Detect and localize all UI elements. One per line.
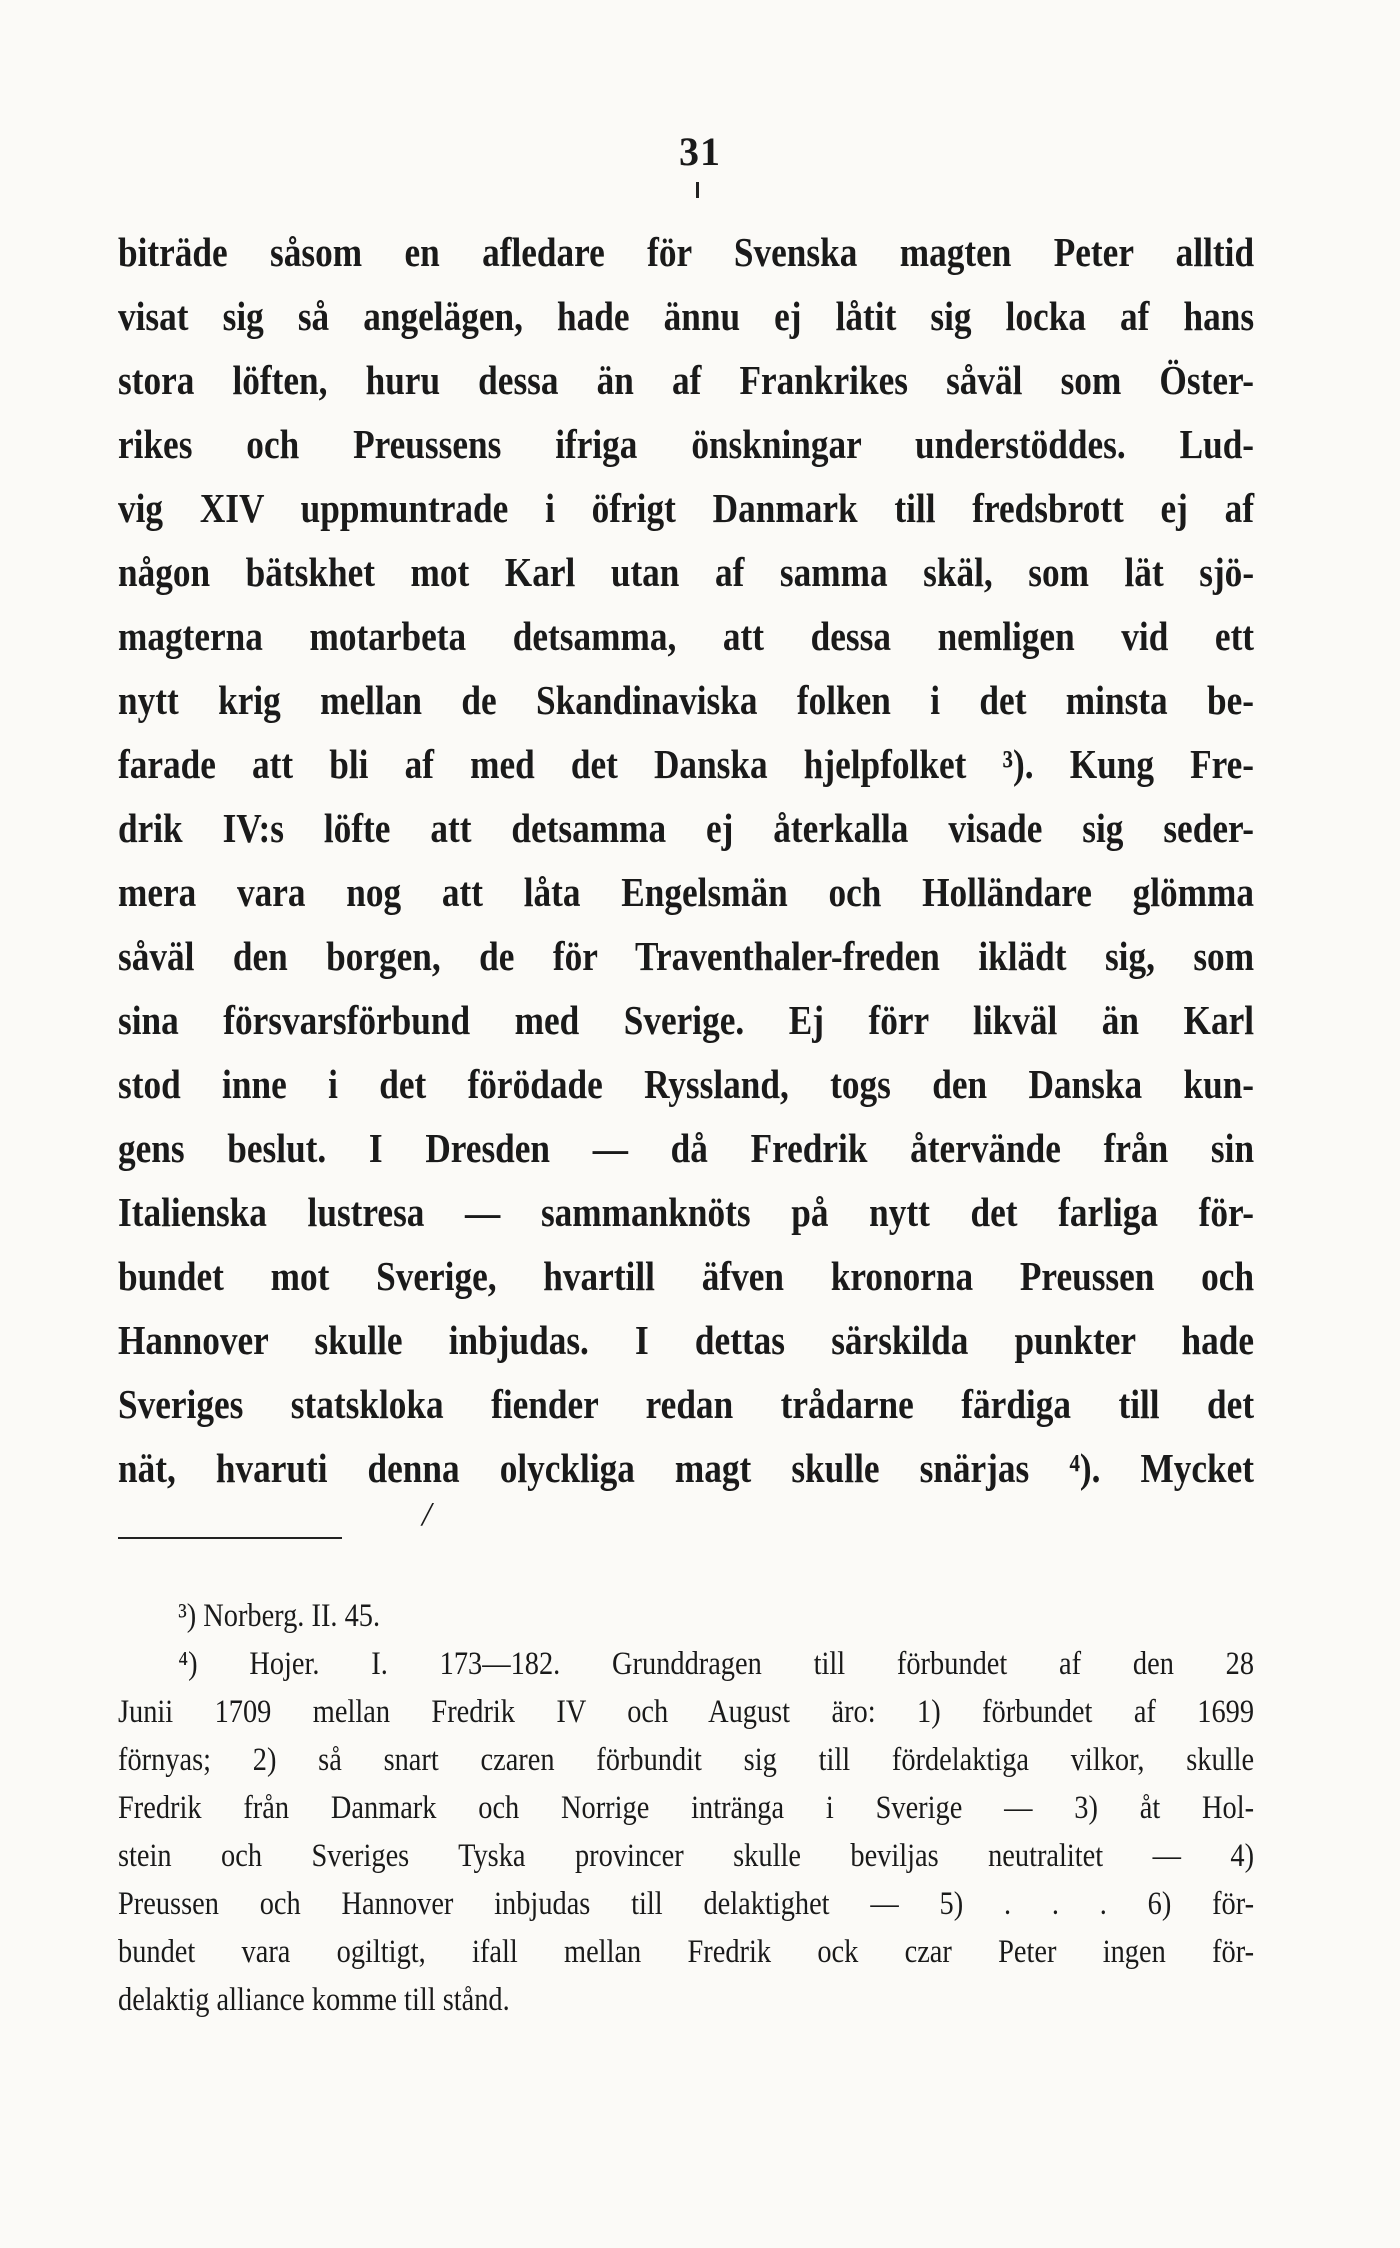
body-line: Sveriges statskloka fiender redan trådarne färdiga till det: [118, 1381, 1255, 1427]
body-line: magterna motarbeta detsamma, att dessa nemligen vid ett: [118, 613, 1255, 659]
body-line: nytt krig mellan de Skandinaviska folken i det minsta be-: [118, 677, 1255, 723]
body-line: biträde såsom en afledare för Svenska magten Peter alltid: [118, 229, 1255, 275]
footnote-line: ³) Norberg. II. 45.: [178, 1598, 381, 1634]
footnotes: [118, 1592, 1254, 2024]
body-line: farade att bli af med det Danska hjelpfolket ³). Kung Fre-: [118, 741, 1255, 787]
footnote-rule: [118, 1537, 342, 1539]
footnote-line: Fredrik från Danmark och Norrige intränga i Sverige — 3) åt Hol-: [118, 1790, 1255, 1826]
body-line: stora löften, huru dessa än af Frankrikes såväl som Öster-: [118, 357, 1255, 403]
footnote-line: ⁴) Hojer. I. 173—182. Grunddragen till förbundet af den 28: [178, 1646, 1255, 1682]
body-line: drik IV:s löfte att detsamma ej återkalla visade sig seder-: [118, 805, 1255, 851]
body-line: någon bätskhet mot Karl utan af samma skäl, som lät sjö-: [118, 549, 1255, 595]
body-line: vig XIV uppmuntrade i öfrigt Danmark till fredsbrott ej af: [118, 485, 1255, 531]
body-line: stod inne i det förödade Ryssland, togs den Danska kun-: [118, 1061, 1255, 1107]
stray-mark: /: [422, 1496, 432, 1533]
body-line: rikes och Preussens ifriga önskningar understöddes. Lud-: [118, 421, 1255, 467]
page-number: 31: [679, 129, 721, 174]
body-line: mera vara nog att låta Engelsmän och Holländare glömma: [118, 869, 1255, 915]
footnote-line: stein och Sveriges Tyska provincer skulle beviljas neutralitet — 4): [118, 1838, 1255, 1874]
page-mark: [696, 182, 699, 198]
body-line: sina försvarsförbund med Sverige. Ej förr likväl än Karl: [118, 997, 1255, 1043]
body-line: bundet mot Sverige, hvartill äfven kronorna Preussen och: [118, 1253, 1255, 1299]
body-line: nät, hvaruti denna olyckliga magt skulle snärjas ⁴). Mycket: [118, 1445, 1255, 1491]
footnote-line: Junii 1709 mellan Fredrik IV och August äro: 1) förbundet af 1699: [118, 1694, 1255, 1730]
body-line: såväl den borgen, de för Traventhaler-freden iklädt sig, som: [118, 933, 1255, 979]
footnote-line: förnyas; 2) så snart czaren förbundit sig till fördelaktiga vilkor, skulle: [118, 1742, 1255, 1778]
footnote-line: Preussen och Hannover inbjudas till delaktighet — 5) . . . 6) för-: [118, 1886, 1255, 1922]
footnote-line: bundet vara ogiltigt, ifall mellan Fredrik ock czar Peter ingen för-: [118, 1934, 1255, 1970]
body-line: Italienska lustresa — sammanknöts på nytt det farliga för-: [118, 1189, 1255, 1235]
body-line: visat sig så angelägen, hade ännu ej låtit sig locka af hans: [118, 293, 1255, 339]
body-line: gens beslut. I Dresden — då Fredrik återvände från sin: [118, 1125, 1255, 1171]
body-text: [118, 220, 1254, 1500]
body-line: Hannover skulle inbjudas. I dettas särskilda punkter hade: [118, 1317, 1255, 1363]
footnote-line: delaktig alliance komme till stånd.: [118, 1982, 510, 2018]
